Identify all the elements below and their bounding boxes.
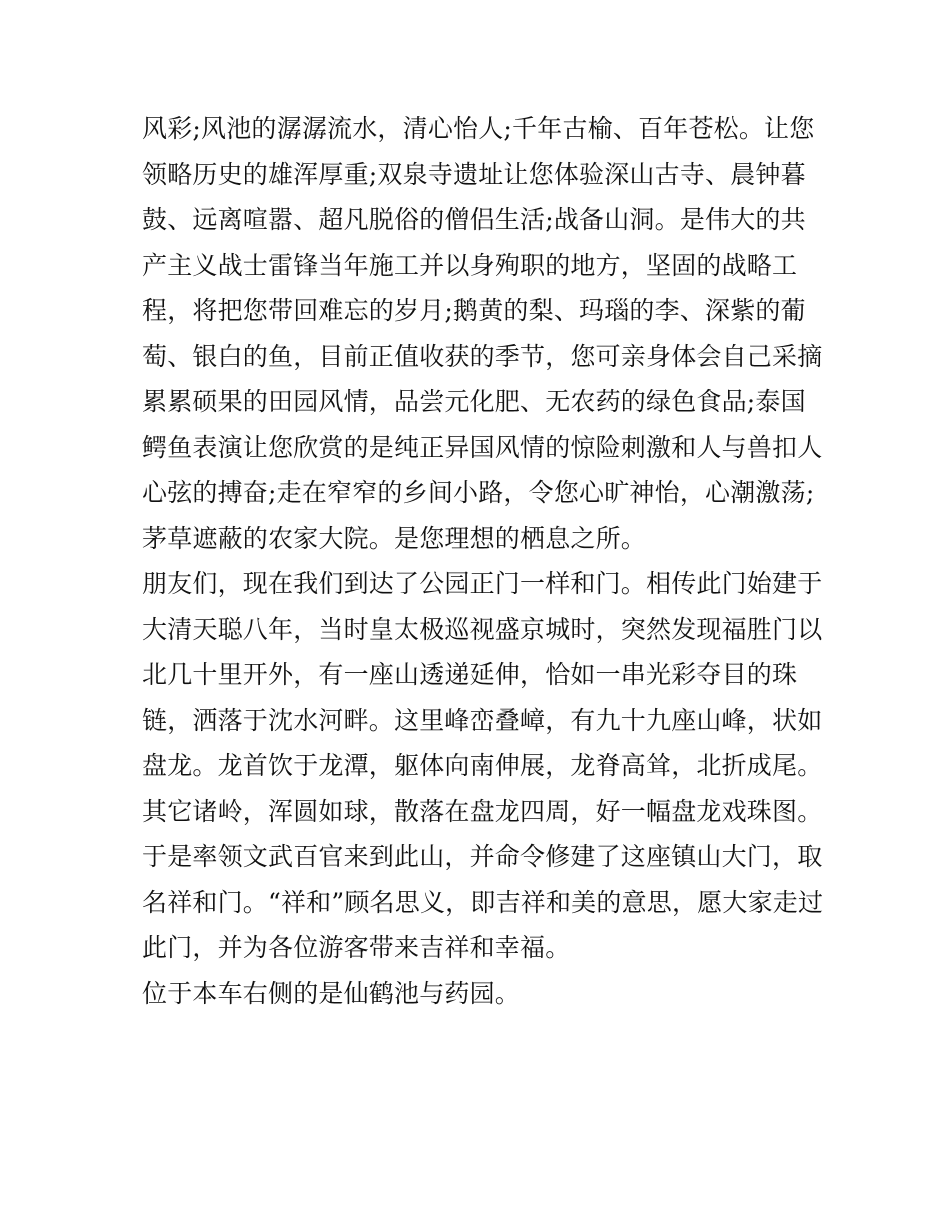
text-line: 鼓、远离喧嚣、超凡脱俗的僧侣生活;战备山洞。是伟大的共	[142, 205, 806, 234]
text-line: 链，洒落于沈水河畔。这里峰峦叠嶂，有九十九座山峰，状如	[142, 705, 823, 735]
text-line: 程，将把您带回难忘的岁月;鹅黄的梨、玛瑙的李、深紫的葡	[142, 296, 806, 325]
text-line: 此门，并为各位游客带来吉祥和幸福。	[142, 933, 571, 962]
text-line: 朋友们，现在我们到达了公园正门一样和门。相传此门始建于	[142, 569, 823, 598]
text-line: 风彩;风池的潺潺流水，清心怡人;千年古榆、百年苍松。让您	[142, 114, 815, 143]
text-line: 北几十里开外，有一座山透递延伸，恰如一串光彩夺目的珠	[142, 660, 798, 689]
text-line: 鳄鱼表演让您欣赏的是纯正异国风情的惊险刺激和人与兽扣人	[142, 432, 823, 462]
text-line: 累累硕果的田园风情，品尝元化肥、无农药的绿色食品;泰国	[142, 387, 806, 416]
text-line: 茅草遮蔽的农家大院。是您理想的栖息之所。	[142, 523, 647, 553]
text-line: 大清天聪八年，当时皇太极巡视盛京城时，突然发现福胜门以	[142, 614, 823, 644]
text-line: 其它诸岭，浑圆如球，散落在盘龙四周，好一幅盘龙戏珠图。	[142, 796, 823, 826]
text-line: 领略历史的雄浑厚重;双泉寺遗址让您体验深山古寺、晨钟暮	[142, 159, 806, 189]
document-body	[142, 106, 822, 1016]
text-line: 产主义战士雷锋当年施工并以身殉职的地方，坚固的战略工	[142, 250, 798, 280]
text-line: 名祥和门。“祥和”顾名思义，即吉祥和美的意思，愿大家走过	[142, 887, 824, 917]
text-line: 位于本车右侧的是仙鹤池与药园。	[142, 978, 521, 1008]
text-line: 盘龙。龙首饮于龙潭，躯体向南伸展，龙脊高耸，北折成尾。	[142, 751, 823, 780]
text-line: 萄、银白的鱼，目前正值收获的季节，您可亲身体会自己采摘	[142, 341, 823, 371]
text-line: 心弦的搏奋;走在窄窄的乡间小路，令您心旷神怡，心潮激荡;	[142, 478, 815, 507]
text-line: 于是率领文武百官来到此山，并命令修建了这座镇山大门，取	[142, 842, 823, 871]
